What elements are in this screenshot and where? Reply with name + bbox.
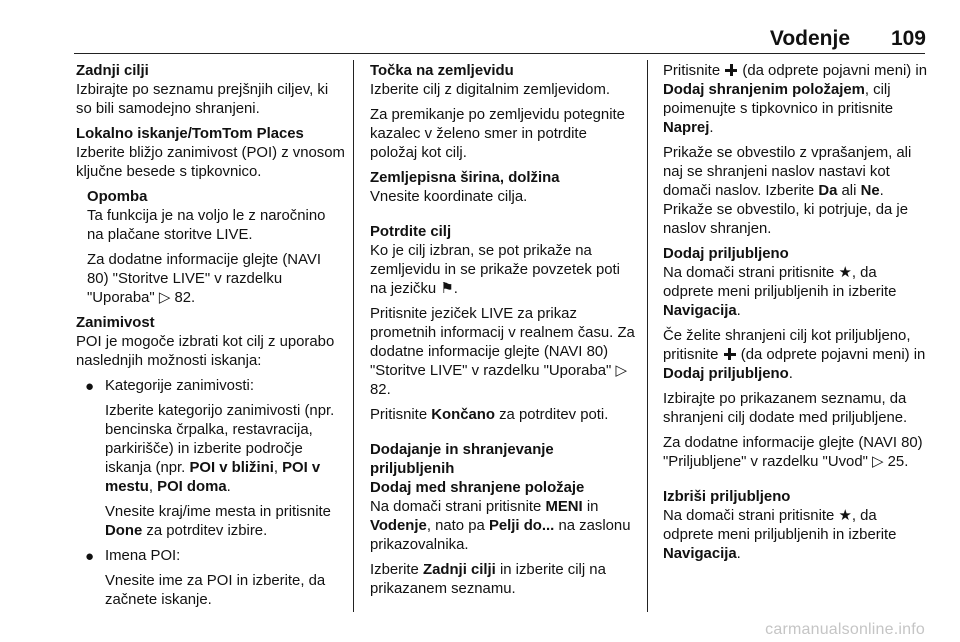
heading-local-search: Lokalno iskanje/TomTom Places	[76, 126, 304, 142]
heading-delete-favourite: Izbriši priljubljeno	[663, 489, 791, 505]
note-paragraph: Za dodatne informacije glejte (NAVI 80) "Storitve LIVE" v razdelku "Uporaba" ▷ 82.	[87, 252, 321, 306]
heading-confirm-destination: Potrdite cilj	[370, 224, 452, 240]
page-number: 109	[890, 27, 926, 50]
column-divider	[353, 60, 354, 612]
list-item-body: Vnesite ime za POI in izberite, da začnete iskanje.	[105, 573, 326, 608]
heading-recent-destinations: Zadnji cilji	[76, 63, 149, 79]
heading-map-point: Točka na zemljevidu	[370, 63, 514, 79]
flag-icon: ⚑	[440, 281, 454, 297]
star-icon: ★	[838, 508, 852, 524]
paragraph: Pritisnite jeziček LIVE za prikaz prometnih informacij v realnem času. Za dodatne informacije glejte (NAVI 80) "Storitve LIVE" v razdelku "Uporaba" ▷ 82.	[370, 306, 635, 398]
list-item	[76, 547, 346, 566]
paragraph: Za dodatne informacije glejte (NAVI 80) "Priljubljene" v razdelku "Uvod" ▷ 25.	[663, 435, 923, 470]
paragraph: POI je mogoče izbrati kot cilj z uporabo naslednjih možnosti iskanja:	[76, 334, 335, 369]
bullet-icon: ●	[85, 548, 95, 565]
page-header	[0, 0, 960, 56]
note-title: Opomba	[87, 189, 148, 205]
column-right	[663, 62, 931, 570]
note-paragraph: Ta funkcija je na voljo le z naročnino na plačane storitve LIVE.	[87, 208, 326, 243]
heading-add-save-favourites: Dodajanje in shranjevanje priljubljenih	[370, 442, 554, 477]
paragraph: Na domači strani pritisnite ★, da odprete meni priljubljenih in izberite Navigacija.	[663, 265, 897, 319]
heading-coordinates: Zemljepisna širina, dolžina	[370, 170, 560, 186]
list-item	[76, 377, 346, 396]
paragraph: Izbirajte po seznamu prejšnjih ciljev, ki so bili samodejno shranjeni.	[76, 82, 329, 117]
paragraph: Izberite cilj z digitalnim zemljevidom.	[370, 82, 610, 98]
page-reference-icon: ▷	[872, 454, 884, 470]
header-rule	[74, 53, 925, 54]
paragraph: Izberite bližjo zanimivost (POI) z vnosom ključne besede s tipkovnico.	[76, 145, 345, 180]
list-item-title: Imena POI:	[105, 548, 181, 564]
paragraph: Pritisnite Končano za potrditev poti.	[370, 407, 609, 423]
paragraph: Izbirajte po prikazanem seznamu, da shranjeni cilj dodate med priljubljene.	[663, 391, 908, 426]
column-divider	[647, 60, 648, 612]
paragraph: Vnesite koordinate cilja.	[370, 189, 528, 205]
heading-add-saved-positions: Dodaj med shranjene položaje	[370, 480, 585, 496]
page-title: Vodenje	[769, 27, 850, 50]
paragraph: Prikaže se obvestilo z vprašanjem, ali naj se shranjeni naslov nastavi kot domači naslov. Izberite Da ali Ne. Prikaže se obvestilo, ki potrjuje, da je naslov shranjen.	[663, 145, 912, 237]
list-item-title: Kategorije zanimivosti:	[105, 378, 254, 394]
paragraph: Ko je cilj izbran, se pot prikaže na zemljevidu in se prikaže povzetek poti na jezičku ⚑.	[370, 243, 620, 297]
watermark: carmanualsonline.info	[765, 621, 925, 638]
plus-icon	[725, 64, 737, 76]
paragraph: Na domači strani pritisnite MENI in Vodenje, nato pa Pelji do... na zaslonu prikazovalnika.	[370, 499, 631, 553]
list-item-body: Izberite kategorijo zanimivosti (npr. bencinska črpalka, restavracija, parkirišče) in izberite področje iskanja (npr. POI v bližini, POI v mestu, POI doma. Vnesite kraj/ime mesta in pritisnite Done za potrditev izbire.	[105, 403, 335, 539]
star-icon: ★	[838, 265, 852, 281]
column-middle	[370, 62, 638, 605]
paragraph: Če želite shranjeni cilj kot priljubljeno, pritisnite (da odprete pojavni meni) in Dodaj priljubljeno.	[663, 328, 926, 382]
paragraph: Izberite Zadnji cilji in izberite cilj na prikazanem seznamu.	[370, 562, 606, 597]
paragraph: Za premikanje po zemljevidu potegnite kazalec v želeno smer in potrdite položaj kot cilj.	[370, 107, 625, 161]
heading-add-favourite: Dodaj priljubljeno	[663, 246, 789, 262]
paragraph: Pritisnite (da odprete pojavni meni) in Dodaj shranjenim položajem, cilj poimenujte s tipkovnico in pritisnite Naprej.	[663, 63, 927, 136]
heading-poi: Zanimivost	[76, 315, 155, 331]
note-box	[76, 188, 346, 308]
plus-icon	[724, 348, 736, 360]
page-reference-icon: ▷	[158, 290, 171, 306]
paragraph: Na domači strani pritisnite ★, da odprete meni priljubljenih in izberite Navigacija.	[663, 508, 897, 562]
bullet-icon: ●	[85, 378, 95, 395]
column-left	[76, 62, 346, 616]
page-reference-icon: ▷	[615, 363, 627, 379]
